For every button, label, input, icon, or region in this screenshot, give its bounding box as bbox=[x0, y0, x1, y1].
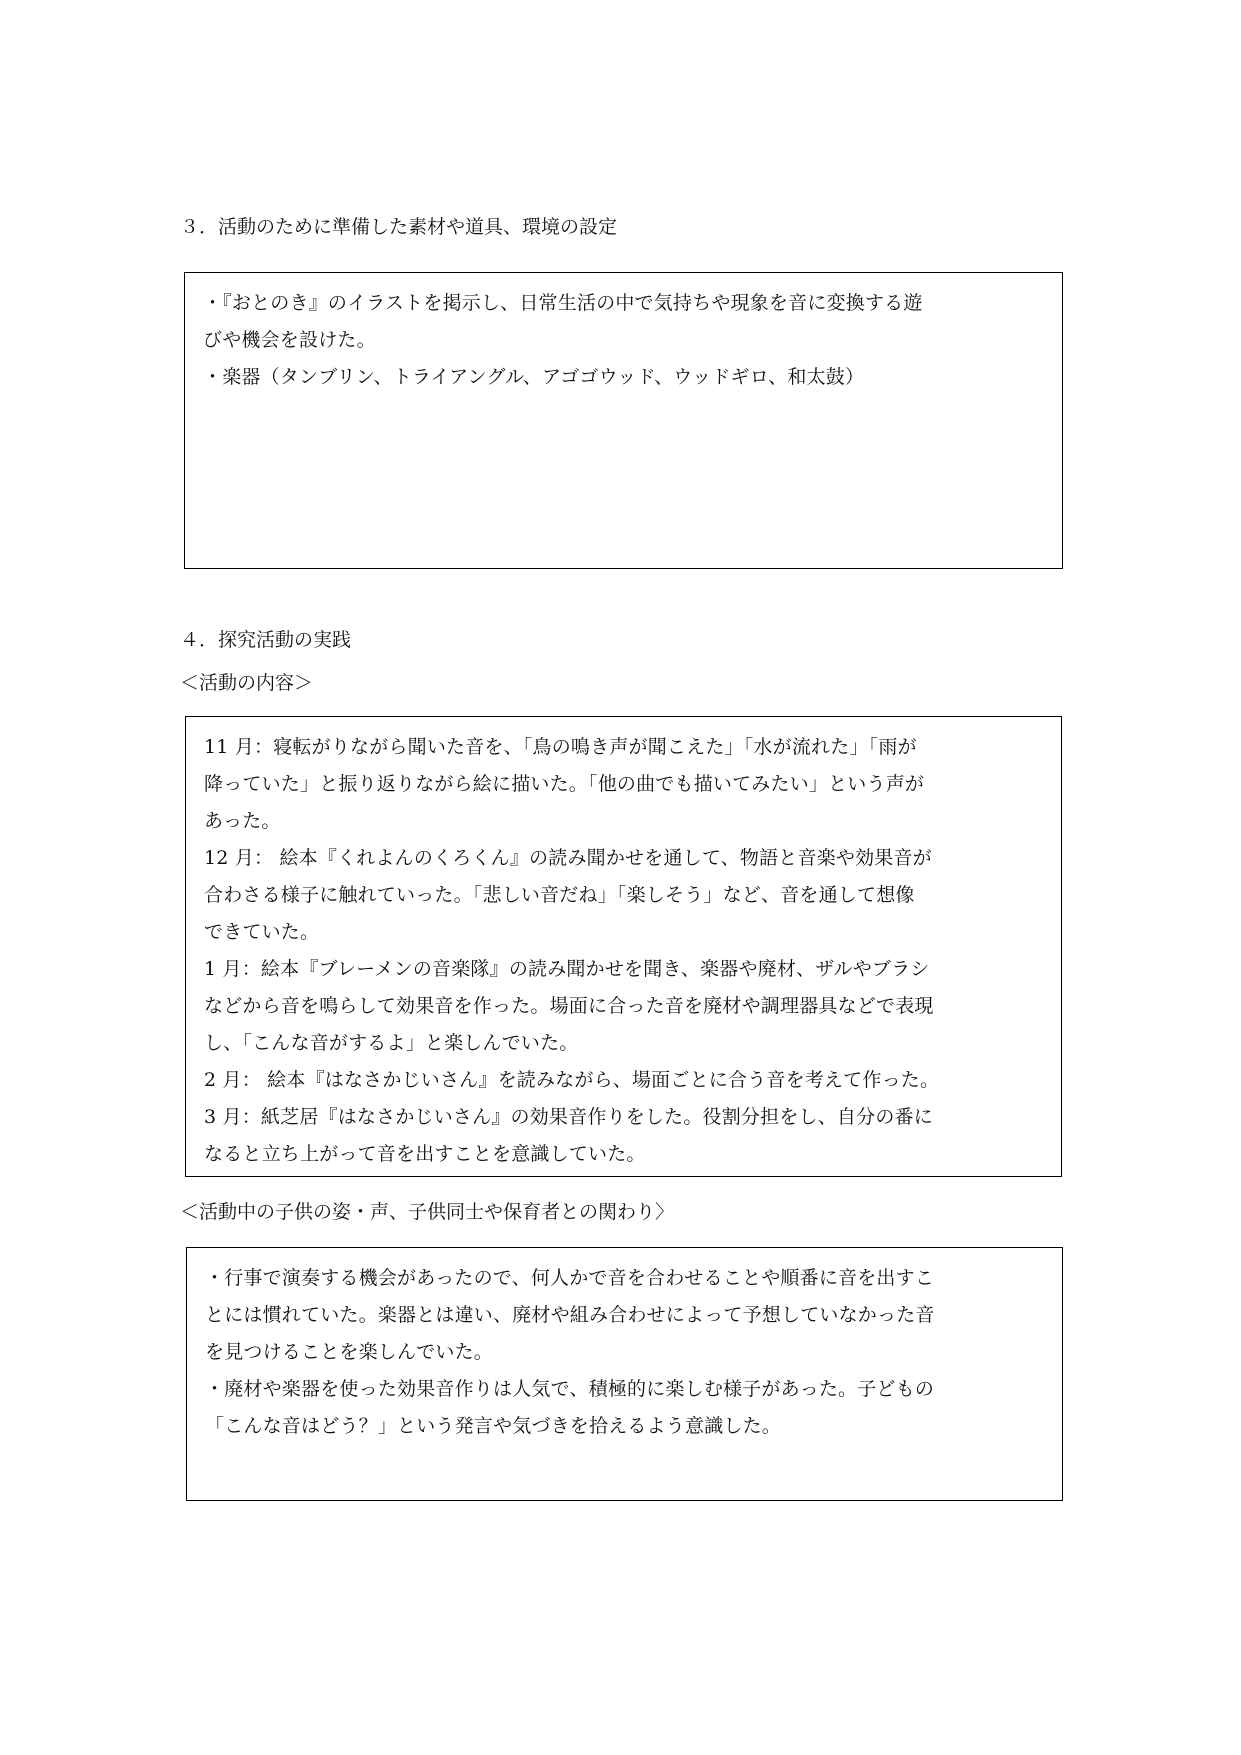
interaction-line: ・行事で演奏する機会があったので、何人かで音を合わせることや順番に音を出すこ bbox=[205, 1267, 935, 1289]
activity-content-line: 3 月：紙芝居『はなさかじいさん』の効果音作りをした。役割分担をし、自分の番に bbox=[204, 1106, 933, 1128]
activity-content-line: できていた。 bbox=[204, 921, 320, 943]
activity-content-line: などから音を鳴らして効果音を作った。場面に合った音を廃材や調理器具などで表現 bbox=[204, 995, 934, 1017]
section3-line: びや機会を設けた。 bbox=[203, 329, 376, 351]
activity-content-line: 11 月：寝転がりながら聞いた音を、「鳥の鳴き声が聞こえた」「水が流れた」「雨が bbox=[204, 736, 917, 758]
content-subheading: ＜活動の内容＞ bbox=[180, 672, 314, 694]
section3-heading: ３．活動のために準備した素材や道具、環境の設定 bbox=[180, 216, 618, 238]
activity-content-line: 降っていた」と振り返りながら絵に描いた。「他の曲でも描いてみたい」という声が bbox=[204, 773, 925, 795]
section3-line: ・楽器（タンブリン、トライアングル、アゴゴウッド、ウッドギロ、和太鼓） bbox=[203, 366, 865, 388]
activity-content-line: 1 月：絵本『ブレーメンの音楽隊』の読み聞かせを聞き、楽器や廃材、ザルやブラシ bbox=[204, 958, 930, 980]
activity-content-line: あった。 bbox=[204, 810, 281, 832]
activity-content-line: 12 月： 絵本『くれよんのくろくん』の読み聞かせを通して、物語と音楽や効果音が bbox=[204, 847, 932, 869]
interaction-subheading: ＜活動中の子供の姿・声、子供同士や保育者との関わり〉 bbox=[180, 1201, 675, 1223]
interaction-line: ・廃材や楽器を使った効果音作りは人気で、積極的に楽しむ様子があった。子どもの bbox=[205, 1378, 935, 1400]
section3-box bbox=[184, 272, 1063, 569]
activity-content-line: なると立ち上がって音を出すことを意識していた。 bbox=[204, 1143, 646, 1165]
activity-content-line: 2 月： 絵本『はなさかじいさん』を読みながら、場面ごとに合う音を考えて作った。 bbox=[204, 1069, 940, 1091]
section4-heading: ４．探究活動の実践 bbox=[180, 629, 352, 651]
activity-content-box bbox=[185, 716, 1062, 1177]
activity-content-line: 合わさる様子に触れていった。「悲しい音だね」「楽しそう」など、音を通して想像 bbox=[204, 884, 915, 906]
interaction-line: を見つけることを楽しんでいた。 bbox=[205, 1341, 494, 1363]
activity-content-line: し、「こんな音がするよ」と楽しんでいた。 bbox=[204, 1032, 579, 1054]
section3-line: ・『おとのき』のイラストを掲示し、日常生活の中で気持ちや現象を音に変換する遊 bbox=[203, 292, 923, 314]
interaction-line: とには慣れていた。楽器とは違い、廃材や組み合わせによって予想していなかった音 bbox=[205, 1304, 935, 1326]
interaction-box bbox=[186, 1247, 1063, 1501]
interaction-line: 「こんな音はどう？」という発言や気づきを拾えるよう意識した。 bbox=[205, 1415, 782, 1437]
